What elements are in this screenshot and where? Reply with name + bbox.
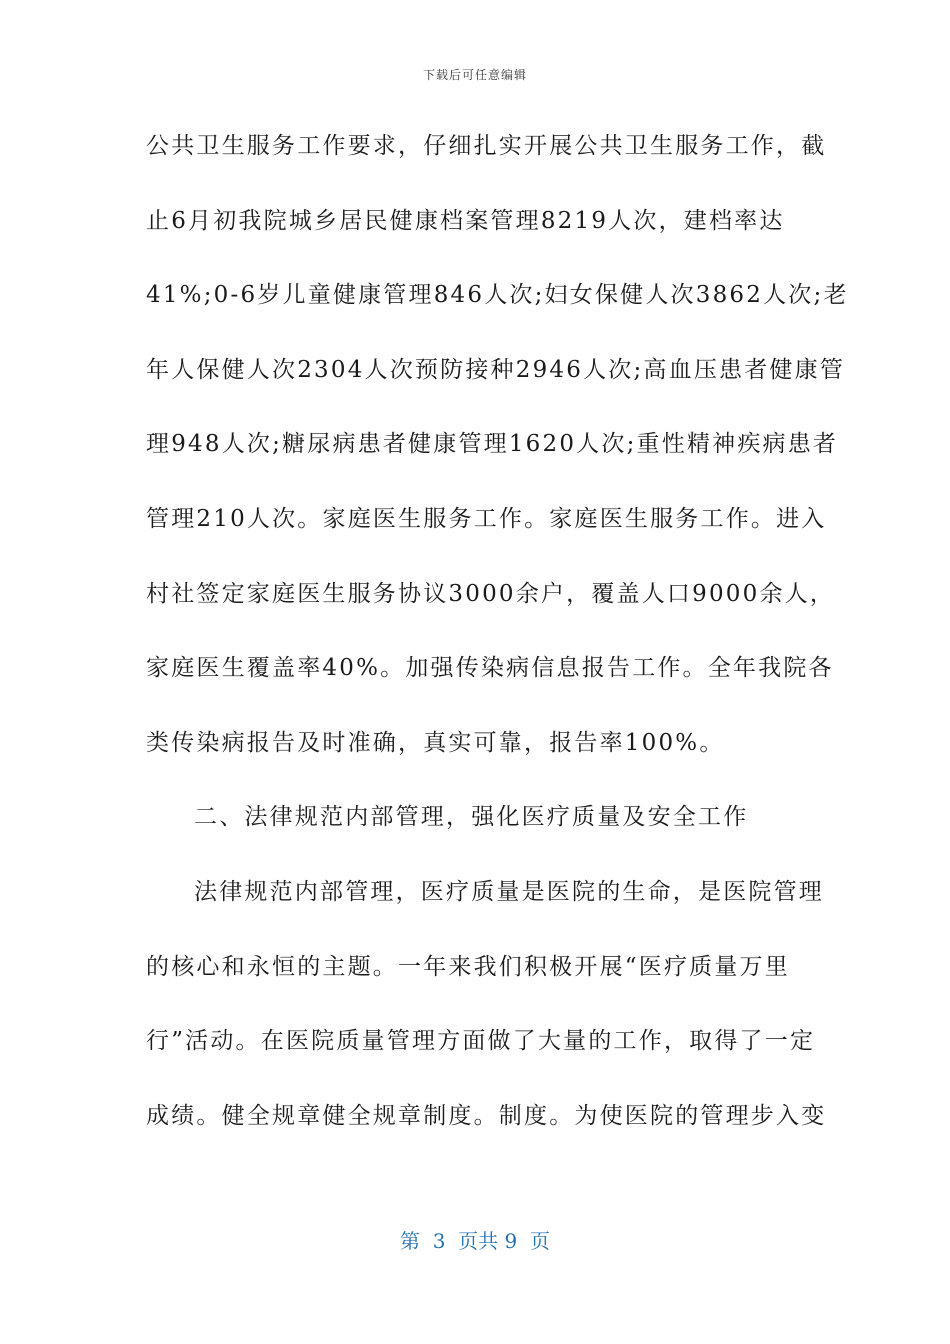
body-line: 年人保健人次2304人次预防接种2946人次;高血压患者健康管 [146,356,846,383]
body-line: 成绩。健全规章健全规章制度。制度。为使医院的管理步入变 [146,1102,827,1129]
body-line: 公共卫生服务工作要求，仔细扎实开展公共卫生服务工作，截 [146,133,827,159]
body-line: 的核心和永恒的主题。一年来我们积极开展“医疗质量万里 [146,953,790,980]
page-number: 第 3 页共 9 页 [400,1229,550,1253]
body-line: 类传染病报告及时准确，真实可靠，报告率100%。 [146,729,725,756]
section-heading: 二、法律规范内部管理，强化医疗质量及安全工作 [194,804,749,831]
body-line: 止6月初我院城乡居民健康档案管理8219人次，建档率达 [146,207,785,234]
header-note: 下载后可任意编辑 [422,68,527,82]
body-line: 村社签定家庭医生服务协议3000余户，覆盖人口9000余人， [146,580,836,607]
body-line: 管理210人次。家庭医生服务工作。家庭医生服务工作。进入 [146,505,827,532]
body-line: 41%;0-6岁儿童健康管理846人次;妇女保健人次3862人次;老 [146,282,849,309]
document-body [146,122,849,1166]
body-line: 家庭医生覆盖率40%。加强传染病信息报告工作。全年我院各 [146,655,834,682]
body-line: 法律规范内部管理，医疗质量是医院的生命，是医院管理 [194,878,824,905]
body-line: 理948人次;糖尿病患者健康管理1620人次;重性精神疾病患者 [146,431,839,458]
body-line: 行”活动。在医院质量管理方面做了大量的工作，取得了一定 [146,1028,816,1055]
